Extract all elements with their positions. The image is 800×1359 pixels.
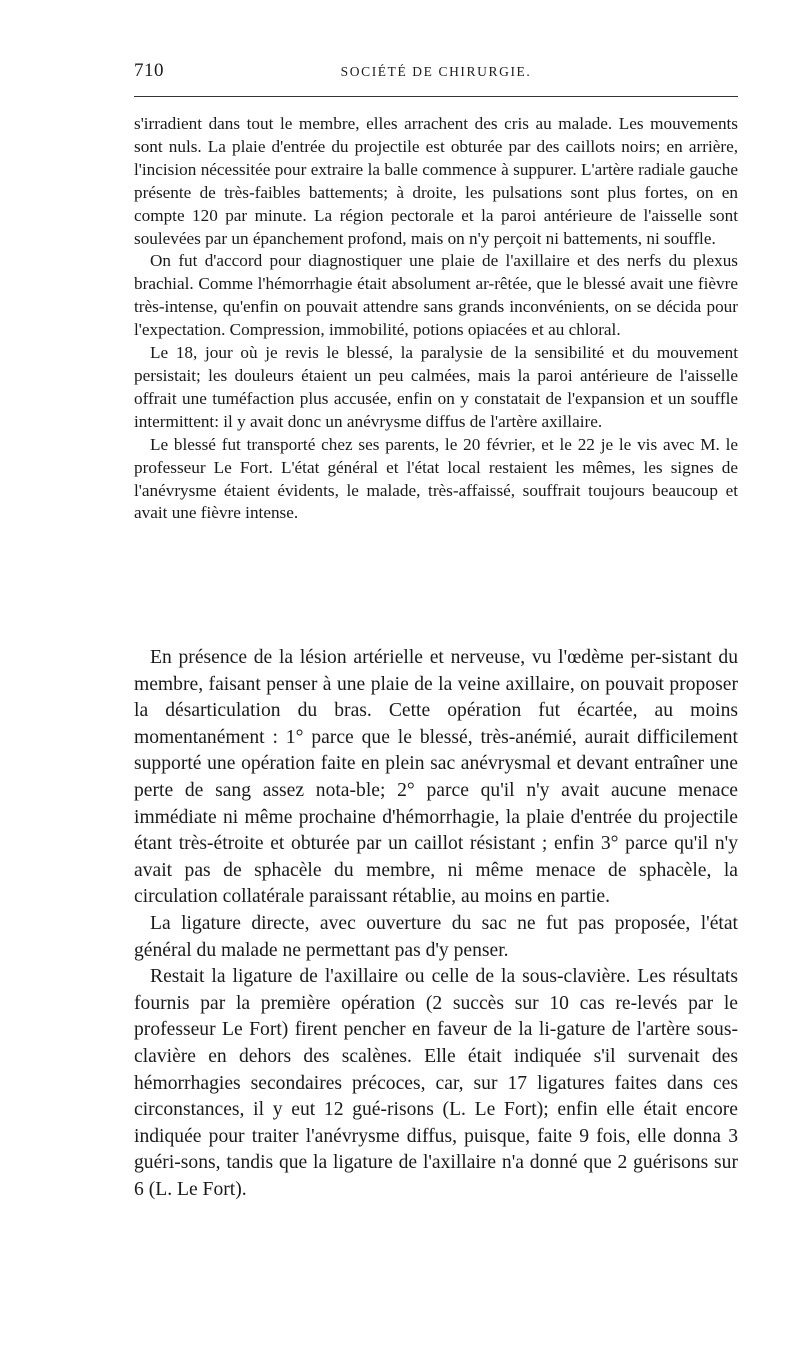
case-observation-text [134,113,738,525]
discussion-paragraph: En présence de la lésion artérielle et nerveuse, vu l'œdème per-sistant du membre, faisant penser à une plaie de la veine axillaire, on pouvait proposer la désarticulation du bras. Cette opération fut écartée, au moins momentanément : 1° parce que le blessé, très-anémié, aurait difficilement supporté une opération faite en plein sac anévrysmal et devant entraîner une perte de sang assez nota-ble; 2° parce qu'il n'y avait aucune menace immédiate ni même prochaine d'hémorrhagie, la plaie d'entrée du projectile étant très-étroite et obturée par un caillot résistant ; enfin 3° parce qu'il n'y avait pas de sphacèle du membre, ni même menace de sphacèle, la circulation collatérale paraissant rétablie, au moins en partie. [134,647,738,908]
discussion-paragraph: Restait la ligature de l'axillaire ou celle de la sous-clavière. Les résultats fournis par la première opération (2 succès sur 10 cas re-levés par le professeur Le Fort) firent pencher en faveur de la li-gature de l'artère sous-clavière en dehors des scalènes. Elle était indiquée s'il survenait des hémorrhagies secondaires précoces, car, sur 17 ligatures faites dans ces circonstances, il y eut 12 gué-risons (L. Le Fort); enfin elle était encore indiquée pour traiter l'anévrysme diffus, puisque, faite 9 fois, elle donna 3 guéri-sons, tandis que la ligature de l'axillaire n'a donné que 2 guérisons sur 6 (L. Le Fort). [134,966,738,1200]
observation-paragraph: Le 18, jour où je revis le blessé, la paralysie de la sensibilité et du mouvement persistait; les douleurs étaient un peu calmées, mais la paroi antérieure de l'aisselle offrait une tuméfaction plus accusée, enfin on y constatait de l'expansion et un souffle intermittent: il y avait donc un anévrysme diffus de l'artère axillaire. [134,343,738,431]
page-header [134,60,738,88]
discussion-text [134,645,738,1203]
page-number: 710 [134,60,164,81]
header-rule [134,96,738,97]
discussion-paragraph: La ligature directe, avec ouverture du sac ne fut pas proposée, l'état général du malade ne permettant pas d'y penser. [134,912,738,961]
running-title: SOCIÉTÉ DE CHIRURGIE. [340,64,532,79]
observation-paragraph: Le blessé fut transporté chez ses parents, le 20 février, et le 22 je le vis avec M. le professeur Le Fort. L'état général et l'état local restaient les mêmes, les signes de l'anévrysme étaient évidents, le malade, très-affaissé, souffrait toujours beaucoup et avait une fièvre intense. [134,434,738,523]
observation-paragraph: s'irradient dans tout le membre, elles arrachent des cris au malade. Les mouvements sont nuls. La plaie d'entrée du projectile est obturée par des caillots noirs; en arrière, l'incision nécessitée pour extraire la balle commence à suppurer. L'artère radiale gauche présente de très-faibles battements; à droite, les pulsations sont plus fortes, on en compte 120 par minute. La région pectorale et la paroi antérieure de l'aisselle sont soulevées par un épanchement profond, mais on n'y perçoit ni battements, ni souffle. [134,114,738,248]
observation-paragraph: On fut d'accord pour diagnostiquer une plaie de l'axillaire et des nerfs du plexus brachial. Comme l'hémorrhagie était absolument ar-rêtée, que le blessé avait une fièvre très-intense, qu'enfin on pouvait attendre sans grands inconvénients, on se décida pour l'expectation. Compression, immobilité, potions opiacées et au chloral. [134,251,738,340]
